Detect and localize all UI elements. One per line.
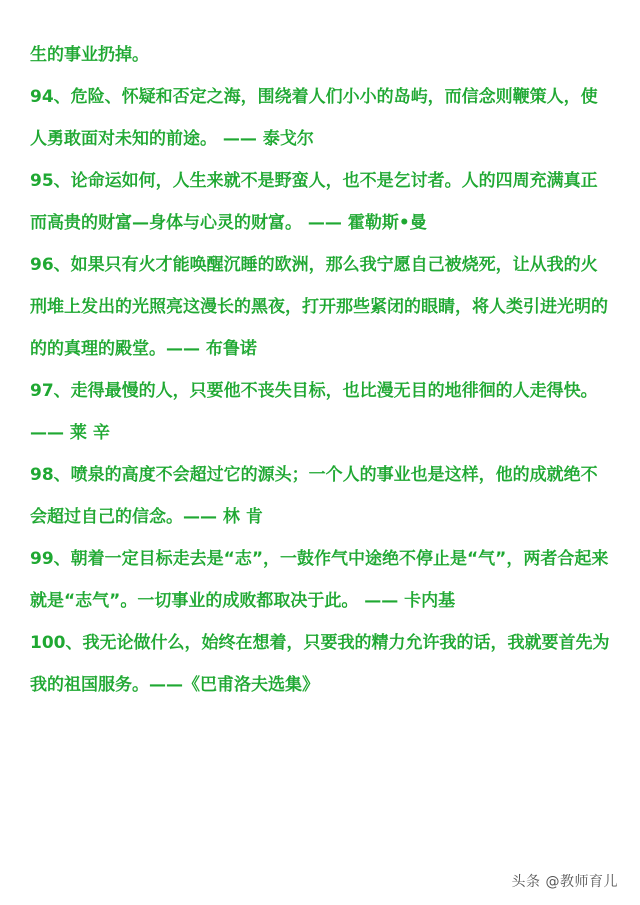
quote-paragraph: 95、论命运如何，人生来就不是野蛮人，也不是乞讨者。人的四周充满真正而高贵的财富—身体与心灵的财富。 —— 霍勒斯•曼: [30, 171, 598, 233]
quote-paragraph: 99、朝着一定目标走去是“志”，一鼓作气中途绝不停止是“气”，两者合起来就是“志气”。一切事业的成败都取决于此。 —— 卡内基: [30, 549, 609, 611]
source-watermark: 头条 @教师育儿: [511, 874, 618, 890]
quote-paragraph: 100、我无论做什么，始终在想着，只要我的精力允许我的话，我就要首先为我的祖国服务。——《巴甫洛夫选集》: [30, 633, 610, 695]
quote-paragraph: 生的事业扔掉。: [30, 45, 149, 65]
quote-list: [30, 34, 612, 706]
quote-paragraph: 94、危险、怀疑和否定之海，围绕着人们小小的岛屿，而信念则鞭策人，使人勇敢面对未知的前途。 —— 泰戈尔: [30, 87, 598, 149]
quote-paragraph: 97、走得最慢的人，只要他不丧失目标，也比漫无目的地徘徊的人走得快。 —— 莱 辛: [30, 381, 604, 443]
quote-paragraph: 98、喷泉的高度不会超过它的源头；一个人的事业也是这样，他的成就绝不会超过自己的信念。—— 林 肯: [30, 465, 598, 527]
quote-paragraph: 96、如果只有火才能唤醒沉睡的欧洲，那么我宁愿自己被烧死，让从我的火刑堆上发出的光照亮这漫长的黑夜，打开那些紧闭的眼睛，将人类引进光明的的的真理的殿堂。—— 布鲁诺: [30, 255, 608, 359]
